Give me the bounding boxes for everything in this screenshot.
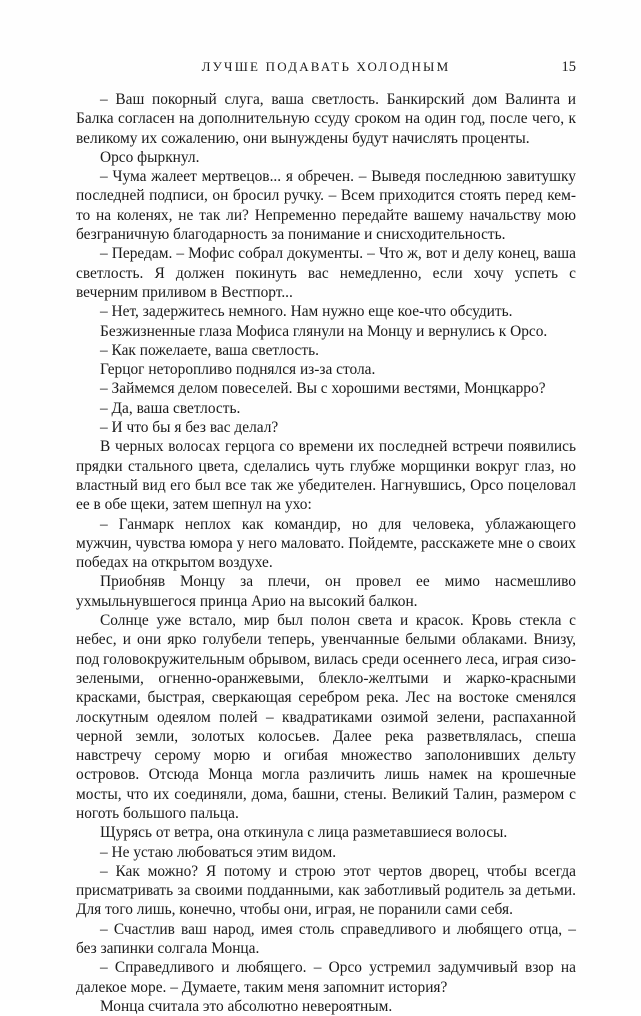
paragraph-3: – Чума жалеет мертвецов... я обречен. – Выведя последнюю завитушку последней подписи, он бросил ручку. – Всем приходится стоять перед кем-то на коленях, не так ли? Непременно передайте вашему начальству мою безграничную благодарность за понимание и снисходительность. xyxy=(76,168,576,244)
running-header xyxy=(76,57,576,77)
paragraph-16: Щурясь от ветра, она откинула с лица разметавшиеся волосы. xyxy=(100,824,508,842)
paragraph-12: В черных волосах герцога со времени их последней встречи появились прядки стального цвета, сделались чуть глубже морщинки вокруг глаз, но властный вид его был все так же убедителен. Нагнувшись, Орсо поцеловал ее в обе щеки, затем шепнул на ухо: xyxy=(76,438,576,514)
paragraph-5: – Нет, задержитесь немного. Нам нужно еще кое-что обсудить. xyxy=(100,303,513,321)
paragraph-10: – Да, ваша светлость. xyxy=(100,399,241,417)
paragraph-6: Безжизненные глаза Мофиса глянули на Монцу и вернулись к Орсо. xyxy=(100,322,548,340)
paragraph-20: – Справедливого и любящего. – Орсо устремил задумчивый взор на далекое море. – Думаете, таким меня запомнит история? xyxy=(76,959,576,996)
body-text xyxy=(76,90,576,1016)
paragraph-1: – Ваш покорный слуга, ваша светлость. Банкирский дом Валинта и Балка согласен на дополнительную ссуду сроком на один год, после чего, к великому их сожалению, они вынуждены будут начислять проценты. xyxy=(76,91,576,147)
paragraph-21: Монца считала это абсолютно невероятным. xyxy=(100,997,393,1015)
running-title: ЛУЧШЕ ПОДАВАТЬ ХОЛОДНЫМ xyxy=(201,59,451,74)
paragraph-13: – Ганмарк неплох как командир, но для человека, ублажающего мужчин, чувства юмора у него маловато. Пойдемте, расскажете мне о своих победах на открытом воздухе. xyxy=(76,515,576,572)
paragraph-19: – Счастлив ваш народ, имея столь справедливого и любящего отца, – без запинки солгала Монца. xyxy=(76,920,576,958)
paragraph-18: – Как можно? Я потому и строю этот чертов дворец, чтобы всегда присматривать за своими подданными, как заботливый родитель за детьми. Для того лишь, конечно, чтобы они, играя, не поранили сами себя. xyxy=(76,862,576,919)
paragraph-9: – Займемся делом повеселей. Вы с хорошими вестями, Монцкарро? xyxy=(100,380,546,398)
paragraph-15: Солнце уже встало, мир был полон света и красок. Кровь стекла с небес, и они ярко голубели теперь, увенчанные белыми облаками. Внизу, под головокружительным обрывом, вилась среди осеннего леса, играя сизо-зелеными, огненно-оранжевыми, блекло-желтыми и жарко-красными красками, быстрая, сверкающая серебром река. Лес на востоке сменялся лоскутным одеялом полей – квадратиками озимой зелени, распаханной черной земли, золотых колосьев. Далее река разветвлялась, спеша навстречу серому морю и огибая множество заполонивших дельту островов. Отсюда Монца могла различить лишь намек на крошечные мосты, что их соединяли, дома, башни, стены. Великий Талин, размером с ноготь большого пальца. xyxy=(76,612,576,822)
paragraph-2: Орсо фыркнул. xyxy=(100,148,200,166)
paragraph-7: – Как пожелаете, ваша светлость. xyxy=(100,341,319,359)
paragraph-17: – Не устаю любоваться этим видом. xyxy=(100,843,337,861)
paragraph-14: Приобняв Монцу за плечи, он провел ее мимо насмешливо ухмыльнувшегося принца Арио на высокий балкон. xyxy=(76,573,576,610)
paragraph-4: – Передам. – Мофис собрал документы. – Что ж, вот и делу конец, ваша светлость. Я должен покинуть вас немедленно, если хочу успеть с вечерним приливом в Вестпорт... xyxy=(76,245,576,301)
paragraph-11: – И что бы я без вас делал? xyxy=(100,419,279,437)
page-number: 15 xyxy=(561,59,576,75)
paragraph-8: Герцог неторопливо поднялся из-за стола. xyxy=(100,361,376,379)
